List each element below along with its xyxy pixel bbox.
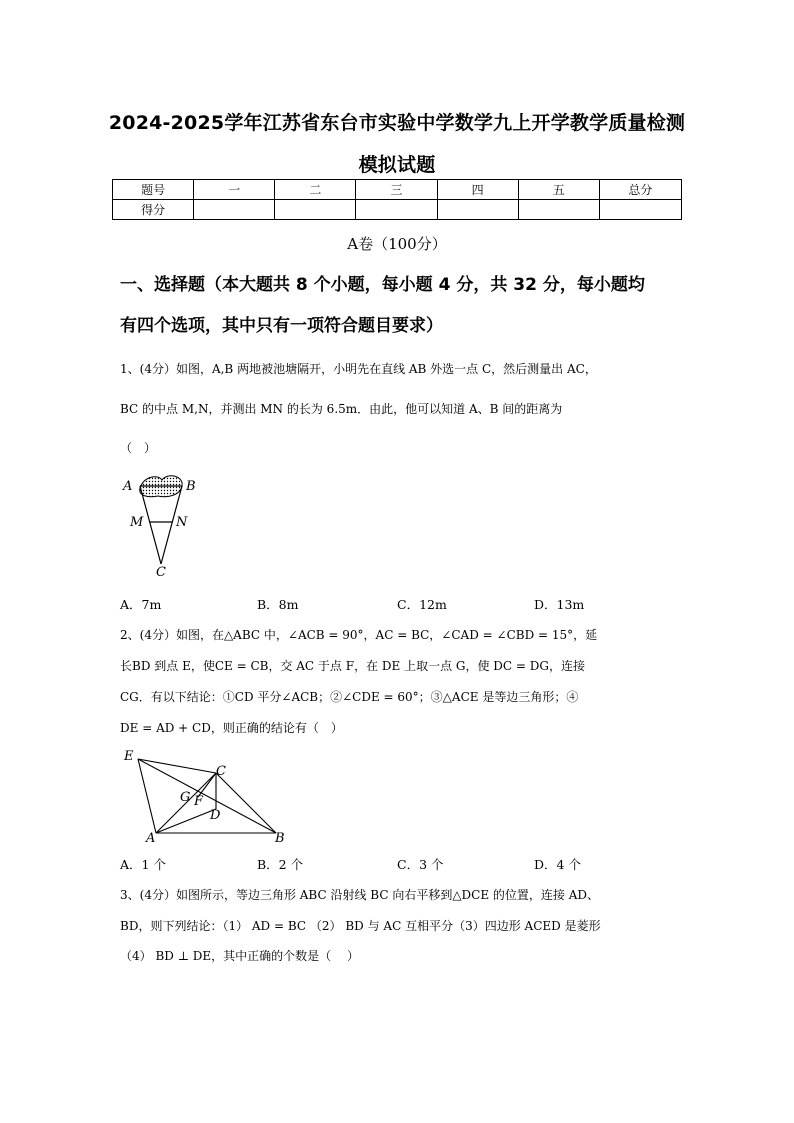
q1-option-d[interactable]: D．13m [534, 597, 585, 612]
section-a-heading: A卷（100分） [347, 235, 447, 253]
q2-text-line1: 2、(4分）如图，在△ABC 中，∠ACB = 90°，AC = BC，∠CAD = ∠CBD = 15°，延 [120, 628, 598, 642]
score-cell [356, 200, 437, 220]
exam-title-line1: 2024-2025学年江苏省东台市实验中学数学九上开学教学质量检测 [108, 112, 686, 134]
section-1-heading-line1: 一、选择题（本大题共 8 个小题，每小题 4 分，共 32 分，每小题均 [120, 275, 645, 295]
score-header-cell: 三 [356, 180, 437, 200]
q1-text-line3: （ ） [120, 441, 157, 455]
q1-pond-figure [118, 468, 208, 580]
score-table-score-row [113, 200, 682, 220]
q1-text-line1: 1、(4分）如图，A,B 两地被池塘隔开，小明先在直线 AB 外选一点 C，然后测量出 AC， [120, 362, 597, 376]
q2-options [120, 855, 680, 873]
score-header-cell: 四 [437, 180, 518, 200]
label-D: D [210, 808, 221, 823]
score-table [112, 179, 682, 220]
score-header-cell: 一 [194, 180, 275, 200]
q1-options [120, 595, 680, 613]
q1-option-b[interactable]: B．8m [257, 597, 299, 612]
q1-text-line2: BC 的中点 M,N，并测出 MN 的长为 6.5m．由此，他可以知道 A、B 间的距离为 [120, 402, 563, 416]
score-cell [599, 200, 681, 220]
label-E: E [124, 749, 134, 764]
score-row-label: 得分 [113, 200, 194, 220]
q2-text-line2: 长BD 到点 E，使CE = CB，交 AC 于点 F，在 DE 上取一点 G，使 DC = DG，连接 [120, 659, 585, 673]
label-A: A [146, 831, 156, 845]
label-C: C [156, 565, 166, 580]
q1-option-c[interactable]: C．12m [397, 597, 447, 612]
score-table-header-row [113, 180, 682, 200]
score-header-cell: 二 [275, 180, 356, 200]
score-cell [518, 200, 599, 220]
q3-text-line2: BD，则下列结论：（1） AD = BC （2） BD 与 AC 互相平分（3）四边形 ACED 是菱形 [120, 919, 601, 933]
label-A: A [123, 479, 133, 494]
label-B: B [275, 831, 285, 845]
q2-option-a[interactable]: A．1 个 [120, 857, 166, 872]
score-cell [437, 200, 518, 220]
score-header-cell: 总分 [599, 180, 681, 200]
label-B: B [186, 479, 196, 494]
q2-option-c[interactable]: C．3 个 [397, 857, 444, 872]
q2-text-line3: CG．有以下结论：①CD 平分∠ACB；②∠CDE = 60°；③△ACE 是等边三角形；④ [120, 690, 579, 704]
score-cell [194, 200, 275, 220]
label-G: G [180, 790, 191, 805]
score-header-cell: 五 [518, 180, 599, 200]
q2-triangle-figure [118, 745, 298, 845]
q1-option-a[interactable]: A．7m [120, 597, 162, 612]
q2-option-d[interactable]: D．4 个 [534, 857, 581, 872]
exam-title-line2: 模拟试题 [358, 154, 436, 176]
label-F: F [194, 794, 204, 809]
q3-text-line3: （4） BD ⊥ DE，其中正确的个数是（ ） [120, 949, 359, 963]
q2-option-b[interactable]: B．2 个 [257, 857, 304, 872]
score-header-cell: 题号 [113, 180, 194, 200]
label-N: N [176, 515, 188, 530]
score-cell [275, 200, 356, 220]
q3-text-line1: 3、(4分）如图所示，等边三角形 ABC 沿射线 BC 向右平移到△DCE 的位置，连接 AD、 [120, 888, 600, 902]
section-1-heading-line2: 有四个选项，其中只有一项符合题目要求） [120, 316, 443, 336]
label-M: M [130, 515, 144, 530]
label-C: C [216, 764, 226, 779]
q2-text-line4: DE = AD + CD，则正确的结论有（ ） [120, 721, 343, 735]
